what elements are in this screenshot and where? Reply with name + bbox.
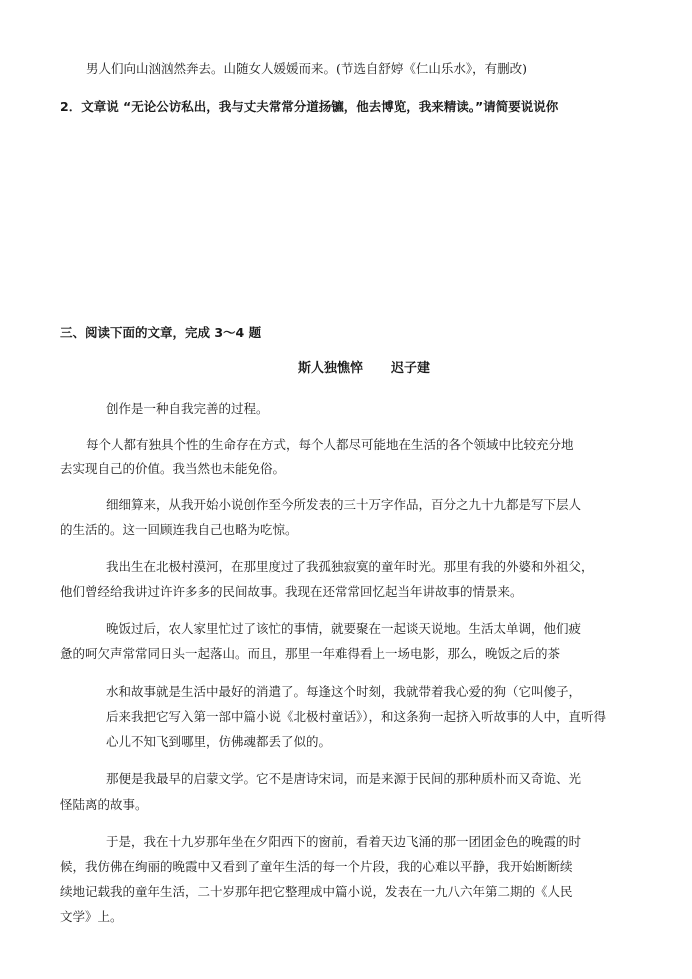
paragraph-line: 那便是我最早的启蒙文学。它不是唐诗宋词，而是来源于民间的那种质朴而又奇诡、光	[106, 771, 582, 786]
paragraph-line: 水和故事就是生活中最好的消遣了。每逢这个时刻，我就带着我心爱的狗（它叫傻子，	[106, 684, 582, 699]
paragraph-line: 晚饭过后，农人家里忙过了该忙的事情，就要聚在一起谈天说地。生活太单调，他们疲	[106, 621, 582, 636]
paragraph-line: 创作是一种自我完善的过程。	[106, 401, 269, 416]
section-3-heading: 三、阅读下面的文章，完成 3～4 题	[60, 325, 262, 340]
paragraph-line: 后来我把它写入第一部中篇小说《北极村童话》），和这条狗一起挤入听故事的人中，直听得	[106, 709, 607, 724]
paragraph-line: 去实现自己的价值。我当然也未能免俗。	[60, 461, 286, 476]
article-title-row	[298, 360, 430, 378]
paragraph-line: 我出生在北极村漠河，在那里度过了我孤独寂寞的童年时光。那里有我的外婆和外祖父，	[106, 559, 594, 574]
paragraph-line: 于是，我在十九岁那年坐在夕阳西下的窗前，看着天边飞涌的那一团团金色的晚霞的时	[106, 834, 582, 849]
article-title: 斯人独憔悴	[298, 361, 364, 376]
paragraph-line: 他们曾经给我讲过许许多多的民间故事。我现在还常常回忆起当年讲故事的情景来。	[60, 584, 523, 599]
article-author: 迟子建	[391, 361, 431, 376]
paragraph-line: 的生活的。这一回顾连我自己也略为吃惊。	[60, 522, 298, 537]
paragraph-line: 文学》上。	[60, 909, 123, 924]
paragraph-line: 惫的呵欠声常常同日头一起落山。而且，那里一年难得看上一场电影，那么，晚饭之后的茶	[60, 646, 561, 661]
paragraph-line: 心儿不知飞到哪里，仿佛魂都丢了似的。	[106, 734, 332, 749]
paragraph-line: 续地记载我的童年生活，二十岁那年把它整理成中篇小说，发表在一九八六年第二期的《人民	[60, 884, 573, 899]
text-line: 男人们向山汹汹然奔去。山随女人媛媛而来。(节选自舒婷《仁山乐水》，有删改)	[86, 61, 528, 76]
paragraph-line: 怪陆离的故事。	[60, 797, 148, 812]
paragraph-line: 每个人都有独具个性的生命存在方式，每个人都尽可能地在生活的各个领域中比较充分地	[86, 437, 574, 452]
question-2: 2．文章说 “无论公访私出，我与丈夫常常分道扬镳，他去博览，我来精读。”请简要说说你	[60, 99, 559, 114]
paragraph-line: 候，我仿佛在绚丽的晚霞中又看到了童年生活的每一个片段，我的心难以平静，我开始断断续	[60, 859, 573, 874]
paragraph-line: 细细算来，从我开始小说创作至今所发表的三十万字作品，百分之九十九都是写下层人	[106, 497, 582, 512]
